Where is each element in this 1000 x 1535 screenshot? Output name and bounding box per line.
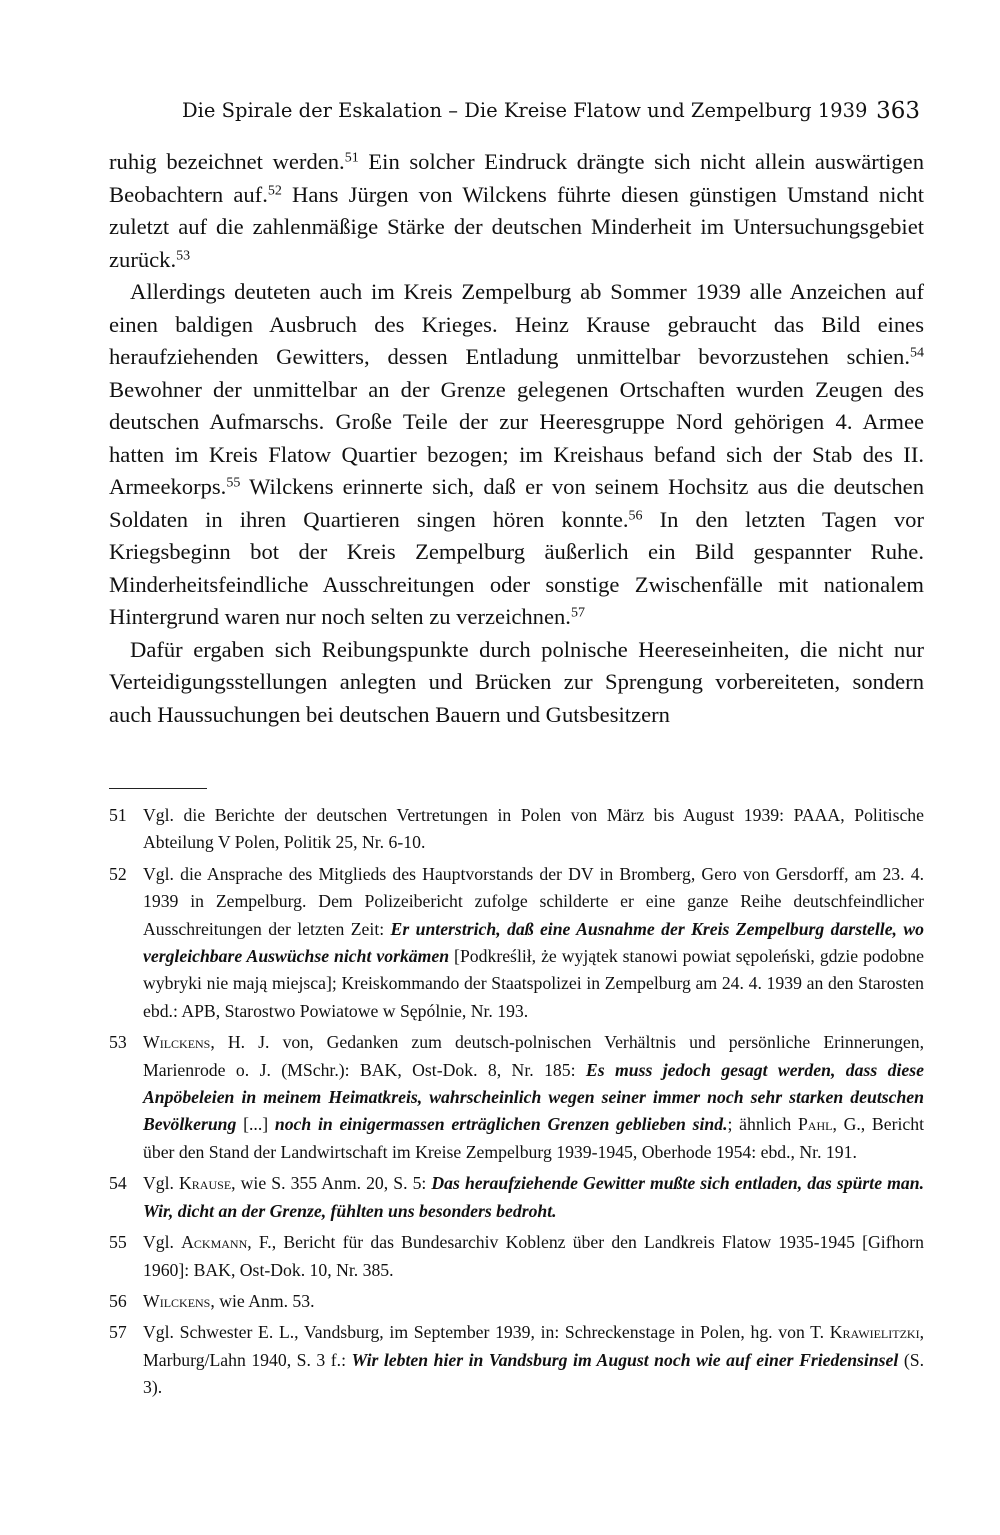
- footnote-quote: Das heraufziehende Gewitter mußte sich entladen, das spürte man. Wir, dicht an der Grenze, fühlten uns besonders bedroht.: [143, 1173, 925, 1221]
- body-text: [109, 146, 924, 731]
- footnotes: [109, 802, 924, 1406]
- running-head-title: Die Spirale der Eskalation – Die Kreise Flatow und Zempelburg 1939: [182, 99, 868, 122]
- footnote-54: [109, 1170, 924, 1225]
- footnote-text: Vgl. die Ansprache des Mitglieds des Hauptvorstands der DV in Bromberg, Gero von Gersdorff, am 23. 4. 1939 in Zempelburg. Dem Polizeibericht zufolge schilderte er eine ganze Reihe deutschfeindlicher Ausschreitungen der letzten Zeit:: [143, 863, 924, 939]
- footnote-separator: [109, 788, 207, 789]
- author-name: Wilckens: [143, 1032, 211, 1053]
- footnote-text: , wie S. 355 Anm. 20, S. 5:: [231, 1173, 432, 1194]
- text-span: Hans Jürgen von Wilckens führte diesen günstigen Umstand nicht zuletzt auf die zahlenmäßige Stärke der deutschen Minderheit im Untersuchungsgebiet zurück.: [109, 181, 924, 272]
- text-span: Wilckens erinnerte sich, daß er von seinem Hochsitz aus die deutschen Soldaten in ihren Quartieren singen hören konnte.: [109, 474, 924, 532]
- paragraph-1: [109, 146, 924, 276]
- text-span: ruhig bezeichnet werden.: [109, 149, 345, 174]
- text-span: Bewohner der unmittelbar an der Grenze gelegenen Ortschaften wurden Zeugen des deutschen Aufmarschs. Große Teile der zur Heeresgruppe Nord gehörigen 4. Armee hatten im Kreis Flatow Quartier bezogen; im Kreishaus befand sich der Stab des II. Armeekorps.: [109, 376, 924, 499]
- footnote-ref-56: 56: [628, 507, 643, 523]
- footnote-number: 57: [109, 1322, 127, 1343]
- text-span: Allerdings deuteten auch im Kreis Zempelburg ab Sommer 1939 alle Anzeichen auf einen baldigen Ausbruch des Krieges. Heinz Krause gebraucht das Bild eines heraufziehenden Gewitters, dessen Entladung unmittelbar bevorzustehen schien.: [109, 279, 924, 369]
- footnote-number: 56: [109, 1290, 127, 1311]
- footnote-text: Vgl.: [143, 1232, 182, 1253]
- footnote-text: , F., Bericht für das Bundesarchiv Koblenz über den Landkreis Flatow 1935-1945 [Gifhorn 1960]: BAK, Ost-Dok. 10, Nr. 385.: [143, 1232, 924, 1280]
- footnote-53: [109, 1029, 924, 1166]
- footnote-number: 53: [109, 1032, 127, 1053]
- footnote-text: [Podkreślił, że wyjątek stanowi powiat sępoleński, gdzie podobne wybryki nie mają miejsca]; Kreiskommando der Staatspolizei in Zempelburg am 24. 4. 1939 an den Starosten ebd.: APB, Starostwo Powiatowe w Sępólnie, Nr. 193.: [143, 946, 924, 1021]
- author-name: Wilckens: [143, 1290, 211, 1311]
- running-head: [182, 94, 934, 128]
- footnote-56: [109, 1288, 924, 1315]
- footnote-text: , H. J. von, Gedanken zum deutsch-polnischen Verhältnis und persönliche Erinnerungen, Marienrode o. J. (MSchr.): BAK, Ost-Dok. 8, Nr. 185:: [143, 1032, 924, 1080]
- footnote-text: (S. 3).: [143, 1349, 924, 1398]
- footnote-number: 55: [109, 1232, 127, 1253]
- footnote-text: , Marburg/Lahn 1940, S. 3 f.:: [143, 1322, 924, 1370]
- footnote-quote: noch in einigermassen erträglichen Grenzen geblieben sind.: [274, 1114, 728, 1135]
- author-name: Krause: [179, 1173, 232, 1194]
- paragraph-2: [109, 276, 924, 634]
- footnote-ref-54: 54: [910, 345, 924, 361]
- footnote-number: 52: [109, 863, 127, 884]
- text-span: Dafür ergaben sich Reibungspunkte durch polnische Heereseinheiten, die nicht nur Verteidigungsstellungen anlegten und Brücken zur Sprengung vorbereiteten, sondern auch Haussuchungen bei deutschen Bauern und Gutsbesitzern: [109, 636, 924, 727]
- footnote-quote: Es muss jedoch gesagt werden, dass diese Anpöbeleien in meinem Heimatkreis, wahrscheinlich wegen seiner immer noch sehr starken deutschen Bevölkerung: [143, 1059, 924, 1135]
- footnote-text: , G., Bericht über den Stand der Landwirtschaft im Kreise Zempelburg 1939-1945, Oberhode 1954: ebd., Nr. 191.: [143, 1114, 924, 1162]
- footnote-ref-57: 57: [570, 605, 585, 621]
- footnote-ref-55: 55: [226, 475, 241, 491]
- footnote-quote: Er unterstrich, daß eine Ausnahme der Kreis Zempelburg darstelle, wo vergleichbare Auswüchse nicht vorkämen: [143, 918, 924, 967]
- footnote-ref-53: 53: [176, 247, 191, 263]
- author-name: Ackmann: [181, 1232, 248, 1253]
- footnote-number: 51: [109, 805, 127, 825]
- paragraph-3: [109, 634, 924, 732]
- footnote-52: [109, 861, 924, 1025]
- author-name: Krawielitzki: [829, 1322, 920, 1343]
- text-span: Ein solcher Eindruck drängte sich nicht allein auswärtigen Beobachtern auf.: [109, 149, 924, 207]
- footnote-text: , wie Anm. 53.: [210, 1290, 315, 1311]
- footnote-quote: Wir lebten hier in Vandsburg im August noch wie auf einer Friedensinsel: [351, 1349, 899, 1370]
- footnote-text: Vgl. die Berichte der deutschen Vertretungen in Polen von März bis August 1939: PAAA, Politische Abteilung V Polen, Politik 25, Nr. 6-10.: [143, 805, 924, 853]
- footnote-51: [109, 802, 924, 857]
- footnote-ref-52: 52: [267, 182, 282, 198]
- page-number: 363: [876, 98, 920, 124]
- footnote-number: 54: [109, 1173, 127, 1194]
- author-name: Pahl: [797, 1114, 833, 1135]
- text-span: In den letzten Tagen vor Kriegsbeginn bot der Kreis Zempelburg äußerlich ein Bild gespannter Ruhe. Minderheitsfeindliche Ausschreitungen oder sonstige Zwischenfälle mit nationalem Hintergrund waren nur noch selten zu verzeichnen.: [109, 506, 925, 629]
- footnote-57: [109, 1319, 924, 1401]
- footnote-ref-51: 51: [344, 150, 359, 166]
- footnote-55: [109, 1229, 924, 1284]
- footnote-text: Vgl.: [143, 1173, 180, 1194]
- footnote-text: Vgl. Schwester E. L., Vandsburg, im September 1939, in: Schreckenstage in Polen, hg. von T.: [143, 1322, 830, 1343]
- footnote-text: ; ähnlich: [727, 1114, 798, 1135]
- footnote-text: [...]: [236, 1114, 275, 1135]
